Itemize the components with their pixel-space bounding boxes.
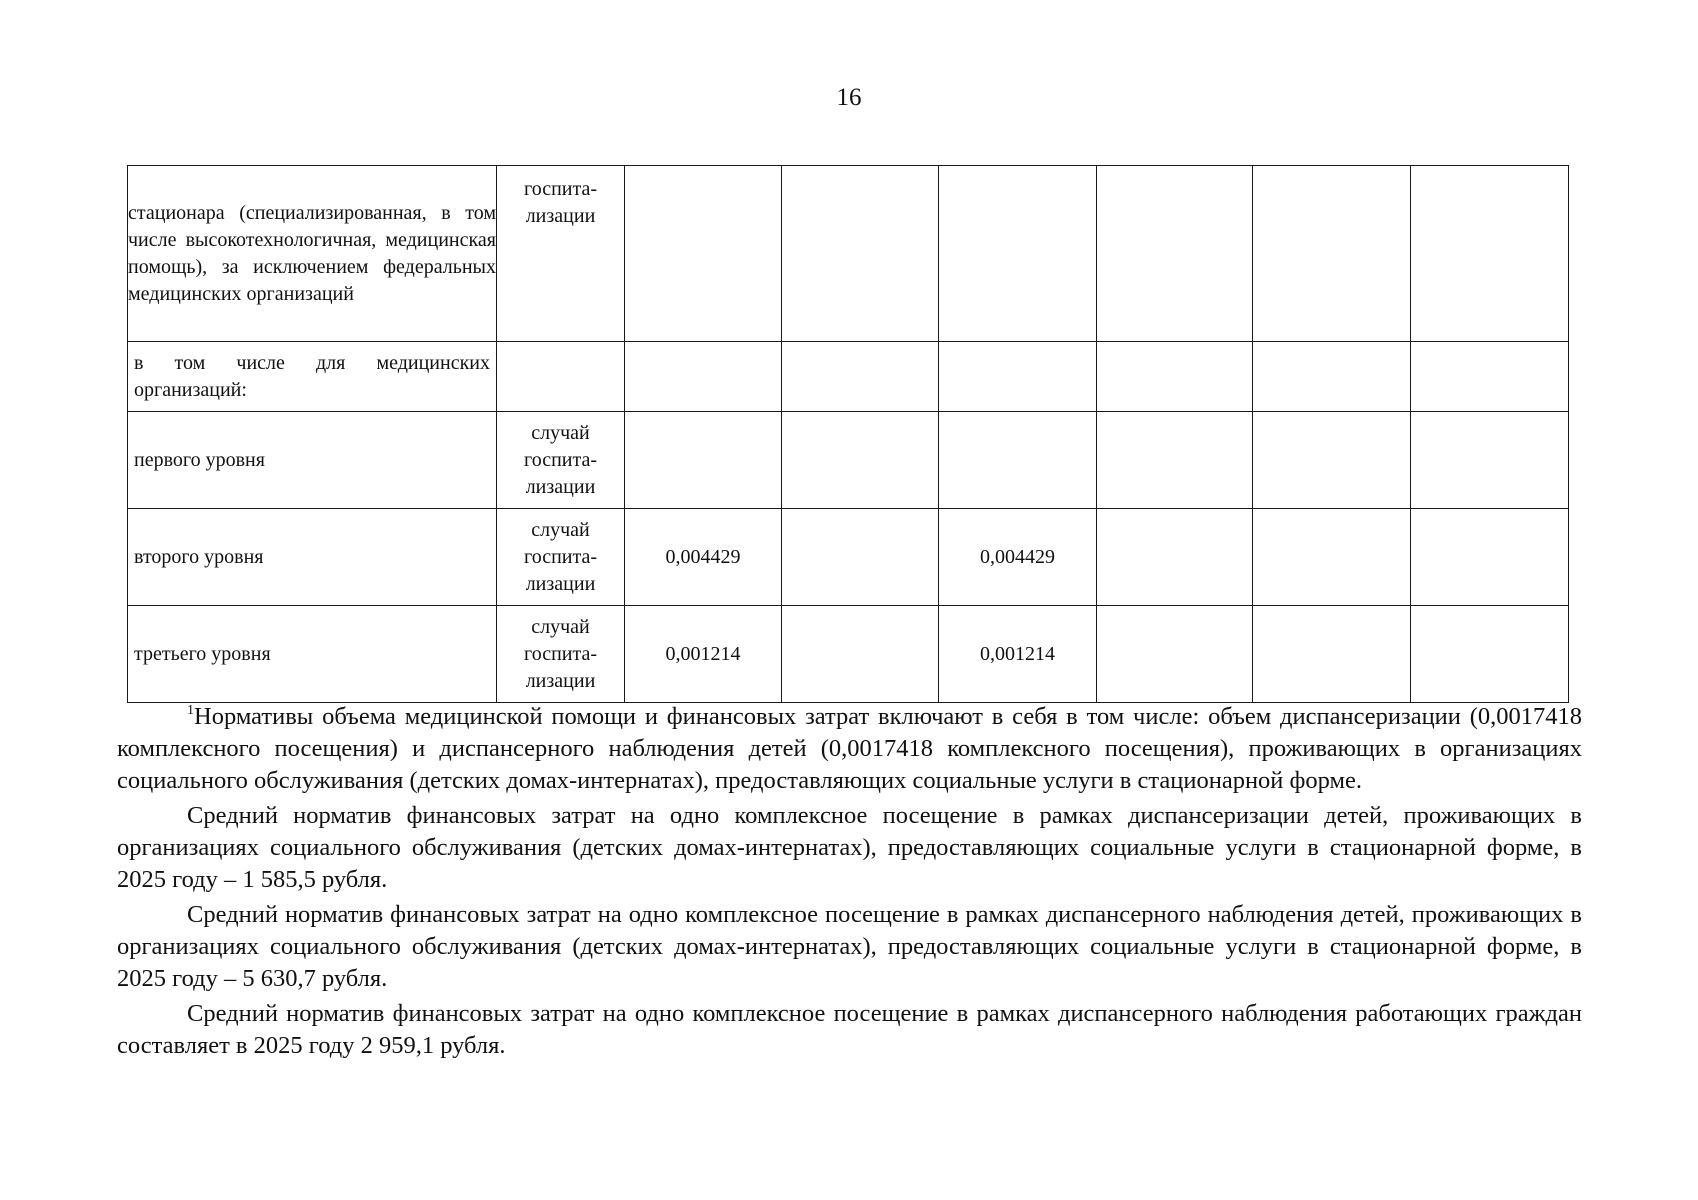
table-cell	[1411, 412, 1569, 509]
table-cell	[1097, 342, 1253, 412]
table-row	[128, 509, 1569, 606]
table-cell	[782, 606, 939, 703]
row-unit: случай госпита- лизации	[497, 606, 625, 703]
table-cell	[1253, 509, 1411, 606]
paragraph: Средний норматив финансовых затрат на одно комплексное посещение в рамках диспансерного наблюдения работающих граждан составляет в 2025 году 2 959,1 рубля.	[117, 1000, 1582, 1059]
table-row	[128, 166, 1569, 342]
table-cell: 0,001214	[939, 606, 1097, 703]
row-label: в том числе для медицинских организаций:	[128, 342, 497, 412]
row-label: стационара (специализированная, в том числе высокотехнологичная, медицинская помощь), за исключением федеральных медицинских организаций	[128, 166, 497, 342]
table-cell	[1097, 509, 1253, 606]
table-cell	[1097, 606, 1253, 703]
table-row	[128, 342, 1569, 412]
table-cell: 0,001214	[625, 606, 782, 703]
table-cell	[782, 342, 939, 412]
table-cell	[1097, 166, 1253, 342]
row-label: третьего уровня	[128, 606, 497, 703]
row-unit	[497, 342, 625, 412]
table-cell	[1253, 342, 1411, 412]
table-cell	[1253, 412, 1411, 509]
row-unit: случай госпита- лизации	[497, 412, 625, 509]
table-cell	[782, 509, 939, 606]
table-cell	[782, 166, 939, 342]
table-cell	[1097, 412, 1253, 509]
table-cell	[1411, 166, 1569, 342]
row-label: второго уровня	[128, 509, 497, 606]
table-cell: 0,004429	[625, 509, 782, 606]
table-cell	[939, 412, 1097, 509]
table-cell: 0,004429	[939, 509, 1097, 606]
table-cell	[1411, 606, 1569, 703]
row-unit: госпита- лизации	[497, 166, 625, 342]
notes-section	[117, 701, 1582, 1065]
table-cell	[939, 342, 1097, 412]
footnote-text: Нормативы объема медицинской помощи и финансовых затрат включают в себя в том числе: объем диспансеризации (0,0017418 комплексного посещения) и диспансерного наблюдения детей (0,0017418 комплексного посещения), проживающих в организациях социального обслуживания (детских домах-интернатах), предоставляющих социальные услуги в стационарной форме.	[117, 703, 1582, 794]
table-row	[128, 412, 1569, 509]
row-label: первого уровня	[128, 412, 497, 509]
table-cell	[1253, 606, 1411, 703]
paragraph: Средний норматив финансовых затрат на одно комплексное посещение в рамках диспансерного наблюдения детей, проживающих в организациях социального обслуживания (детских домах-интернатах), предоставляющих социальные услуги в стационарной форме, в 2025 году – 5 630,7 рубля.	[117, 901, 1582, 992]
table-row	[128, 606, 1569, 703]
table-cell	[625, 342, 782, 412]
paragraph: Средний норматив финансовых затрат на одно комплексное посещение в рамках диспансеризации детей, проживающих в организациях социального обслуживания (детских домах-интернатах), предоставляющих социальные услуги в стационарной форме, в 2025 году – 1 585,5 рубля.	[117, 802, 1582, 893]
row-unit: случай госпита- лизации	[497, 509, 625, 606]
footnote	[117, 701, 1582, 797]
table-cell	[1253, 166, 1411, 342]
footnote-mark: 1	[187, 703, 194, 718]
normatives-table	[127, 165, 1569, 703]
table-cell	[625, 166, 782, 342]
table-cell	[1411, 342, 1569, 412]
table-cell	[939, 166, 1097, 342]
table-cell	[782, 412, 939, 509]
page-number: 16	[836, 84, 862, 111]
table-cell	[625, 412, 782, 509]
table-cell	[1411, 509, 1569, 606]
